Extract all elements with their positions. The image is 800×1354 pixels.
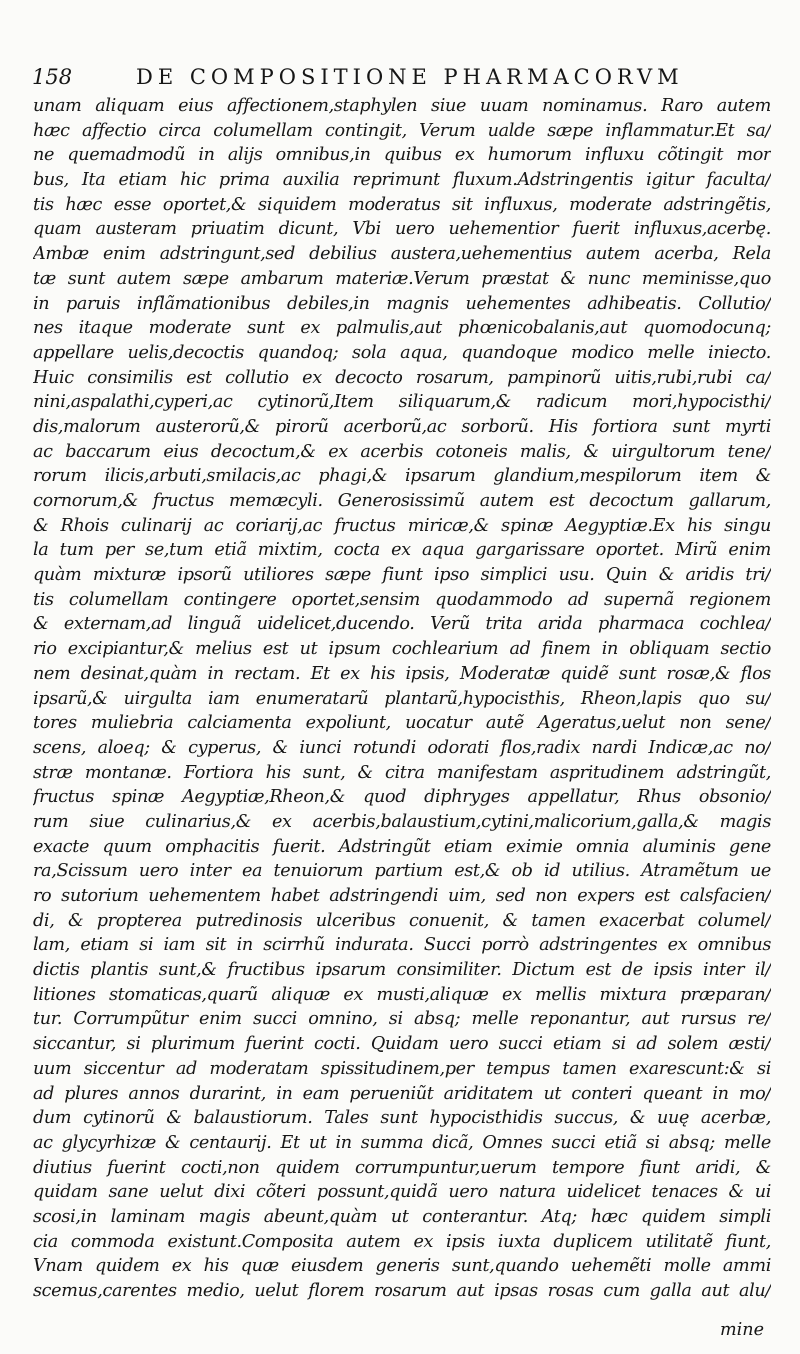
text-line: quidam sane uelut dixi cõteri possunt,quidã uero natura uidelicet tenaces & ui [33, 1182, 771, 1203]
text-line: rum siue culinarius,& ex acerbis,balaustium,cytini,malicorium,galla,& magis [33, 811, 771, 832]
text-line: scosi,in laminam magis abeunt,quàm ut conterantur. Atq; hæc quidem simpli [33, 1206, 771, 1227]
text-line: dictis plantis sunt,& fructibus ipsarum consimiliter. Dictum est de ipsis inter il/ [33, 960, 771, 981]
text-line: scens, aloeq; & cyperus, & iunci rotundi odorati flos,radix nardi Indicæ,ac no/ [33, 737, 771, 758]
text-line: cia commoda existunt.Composita autem ex ipsis iuxta duplicem utilitatẽ fiunt, [33, 1231, 771, 1252]
page-header [32, 62, 772, 92]
catchword: mine [719, 1320, 764, 1340]
text-line: quam austeram priuatim dicunt, Vbi uero uehementior fuerit influxus,acerbę. [33, 219, 771, 240]
text-line: diutius fuerint cocti,non quidem corrumpuntur,uerum tempore fiunt aridi, & [33, 1157, 771, 1178]
text-line: rorum ilicis,arbuti,smilacis,ac phagi,& ipsarum glandium,mespilorum item & [33, 466, 771, 487]
text-line: nem desinat,quàm in rectam. Et ex his ipsis, Moderatæ quidẽ sunt rosæ,& flos [33, 663, 771, 684]
text-line: nes itaque moderate sunt ex palmulis,aut phœnicobalanis,aut quomodocunq; [33, 318, 771, 339]
running-head: DE COMPOSITIONE PHARMACORVM [136, 65, 684, 89]
text-line: di, & propterea putredinosis ulceribus conuenit, & tamen exacerbat columel/ [33, 910, 771, 931]
text-line: bus, Ita etiam hic prima auxilia reprimunt fluxum.Adstringentis igitur faculta/ [33, 170, 771, 191]
text-line: tis hæc esse oportet,& siquidem moderatus sit influxus, moderate adstringẽtis, [33, 194, 771, 215]
text-line: litiones stomaticas,quarũ aliquæ ex musti,aliquæ ex mellis mixtura præparan/ [33, 984, 771, 1005]
text-line: scemus,carentes medio, uelut florem rosarum aut ipsas rosas cum galla aut alu/ [33, 1281, 771, 1301]
text-line: siccantur, si plurimum fuerint cocti. Quidam uero succi etiam si ad solem æsti/ [33, 1034, 771, 1055]
text-line: dum cytinorũ & balaustiorum. Tales sunt hypocisthidis succus, & uuę acerbæ, [33, 1108, 771, 1129]
text-line: ac glycyrhizæ & centaurij. Et ut in summa dicã, Omnes succi etiã si absq; melle [33, 1132, 771, 1153]
text-line: Vnam quidem ex his quæ eiusdem generis sunt,quando uehemẽti molle ammi [33, 1256, 771, 1277]
text-line: ac baccarum eius decoctum,& ex acerbis cotoneis malis, & uirgultorum tene/ [33, 441, 771, 462]
text-line: ra,Scissum uero inter ea tenuiorum partium est,& ob id utilius. Atramẽtum ue [33, 861, 771, 882]
text-line: Huic consimilis est collutio ex decocto rosarum, pampinorũ uitis,rubi,rubi ca/ [33, 367, 771, 388]
text-line: tur. Corrumpũtur enim succi omnino, si absq; melle reponantur, aut rursus re/ [33, 1009, 771, 1030]
text-line: tis columellam contingere oportet,sensim quodammodo ad supernã regionem [33, 589, 771, 610]
text-line: lam, etiam si iam sit in scirrhũ indurata. Succi porrò adstringentes ex omnibus [33, 935, 771, 956]
text-line: & externam,ad linguã uidelicet,ducendo. Verũ trita arida pharmaca cochlea/ [33, 614, 771, 635]
text-line: quàm mixturæ ipsorũ utiliores sæpe fiunt ipso simplici usu. Quin & aridis tri/ [33, 565, 771, 586]
text-line: unam aliquam eius affectionem,staphylen siue uuam nominamus. Raro autem [33, 96, 771, 116]
text-line: hæc affectio circa columellam contingit, Verum ualde sæpe inflammatur.Et sa/ [33, 120, 771, 141]
text-line: Ambæ enim adstringunt,sed debilius austera,uehementius autem acerba, Rela [33, 244, 771, 265]
text-line: rio excipiantur,& melius est ut ipsum cochlearium ad finem in obliquam sectio [33, 639, 771, 660]
text-line: ipsarũ,& uirgulta iam enumeratarũ plantarũ,hypocisthis, Rheon,lapis quo su/ [33, 688, 771, 709]
text-line: nini,aspalathi,cyperi,ac cytinorũ,Item siliquarum,& radicum mori,hypocisthi/ [33, 392, 771, 413]
text-line: ne quemadmodũ in alijs omnibus,in quibus ex humorum influxu cõtingit mor [33, 145, 771, 166]
text-line: exacte quum omphacitis fuerit. Adstringũt etiam eximie omnia aluminis gene [33, 836, 771, 857]
text-line: & Rhois culinarij ac coriarij,ac fructus miricæ,& spinæ Aegyptiæ.Ex his singu [33, 515, 771, 536]
text-line: stræ montanæ. Fortiora his sunt, & citra manifestam aspritudinem adstringũt, [33, 762, 771, 783]
page-number: 158 [32, 65, 73, 89]
text-line: ro sutorium uehementem habet adstringendi uim, sed non expers est calsfacien/ [33, 886, 771, 906]
text-line: la tum per se,tum etiã mixtim, cocta ex aqua gargarissare oportet. Mirũ enim [33, 540, 771, 561]
text-line: appellare uelis,decoctis quandoq; sola aqua, quandoque modico melle iniecto. [33, 342, 771, 363]
text-line: fructus spinæ Aegyptiæ,Rheon,& quod diphryges appellatur, Rhus obsonio/ [33, 787, 771, 808]
text-line: dis,malorum austerorũ,& pirorũ acerborũ,ac sorborũ. His fortiora sunt myrti [33, 416, 771, 437]
text-line: cornorum,& fructus memæcyli. Generosissimũ autem est decoctum gallarum, [33, 491, 771, 511]
text-line: uum siccentur ad moderatam spissitudinem,per tempus tamen exarescunt:& si [33, 1058, 771, 1079]
text-line: tores muliebria calciamenta expoliunt, uocatur autẽ Ageratus,uelut non sene/ [33, 713, 771, 734]
text-line: in paruis inflãmationibus debiles,in magnis uehementes adhibeatis. Collutio/ [33, 293, 771, 314]
text-line: tæ sunt autem sæpe ambarum materiæ.Verum præstat & nunc meminisse,quo [33, 268, 771, 289]
body-text [33, 94, 771, 1304]
text-line: ad plures annos durarint, in eam perueniũt ariditatem ut conteri queant in mo/ [33, 1083, 771, 1104]
